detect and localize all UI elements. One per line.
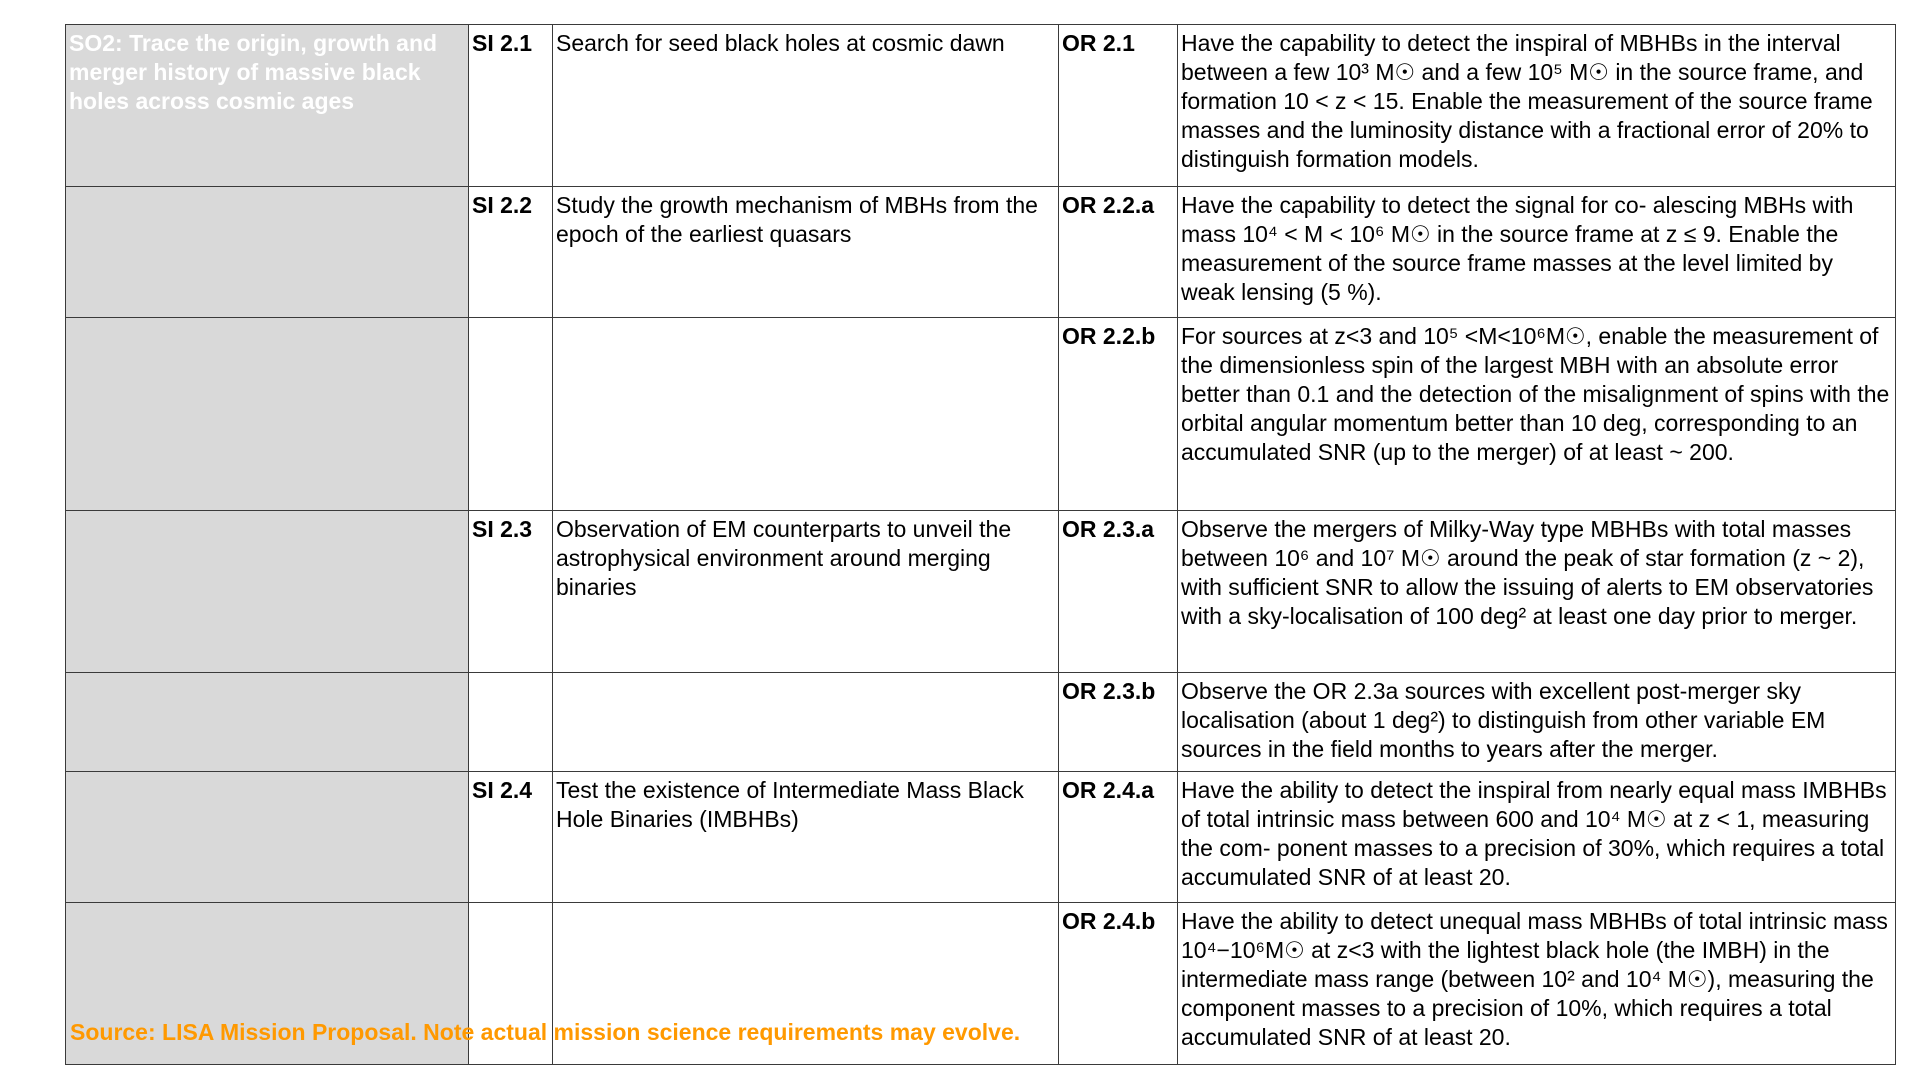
- science-objective-cell: [66, 511, 469, 673]
- table-row: [66, 772, 1896, 903]
- or-id: OR 2.2.a: [1059, 187, 1178, 318]
- si-id: [469, 673, 553, 772]
- si-id: [469, 318, 553, 511]
- science-objective-cell: [66, 187, 469, 318]
- or-id: OR 2.1: [1059, 25, 1178, 187]
- or-id: OR 2.4.a: [1059, 772, 1178, 903]
- table-row: [66, 187, 1896, 318]
- or-description: Observe the mergers of Milky-Way type MBHBs with total masses between 10⁶ and 10⁷ M☉ around the peak of star formation (z ~ 2), with sufficient SNR to allow the issuing of alerts to EM observatories with a sky-localisation of 100 deg² at least one day prior to merger.: [1178, 511, 1896, 673]
- si-id: SI 2.2: [469, 187, 553, 318]
- or-description: Observe the OR 2.3a sources with excellent post-merger sky localisation (about 1 deg²) to distinguish from other variable EM sources in the field months to years after the merger.: [1178, 673, 1896, 772]
- si-description: [553, 318, 1059, 511]
- or-id: OR 2.2.b: [1059, 318, 1178, 511]
- requirements-table: [65, 24, 1896, 1065]
- science-objective-cell: [66, 772, 469, 903]
- table-row: [66, 511, 1896, 673]
- or-description: Have the ability to detect unequal mass MBHBs of total intrinsic mass 10⁴−10⁶M☉ at z<3 with the lightest black hole (the IMBH) in the intermediate mass range (between 10² and 10⁴ M☉), measuring the component masses to a precision of 10%, which requires a total accumulated SNR of at least 20.: [1178, 903, 1896, 1065]
- si-id: SI 2.1: [469, 25, 553, 187]
- or-description: Have the capability to detect the signal for co- alescing MBHs with mass 10⁴ < M < 10⁶ M☉ in the source frame at z ≤ 9. Enable the measurement of the source frame masses at the level limited by weak lensing (5 %).: [1178, 187, 1896, 318]
- si-description: [553, 673, 1059, 772]
- source-note: Source: LISA Mission Proposal. Note actual mission science requirements may evolve.: [70, 1019, 1021, 1045]
- si-description: Study the growth mechanism of MBHs from the epoch of the earliest quasars: [553, 187, 1059, 318]
- or-id: OR 2.4.b: [1059, 903, 1178, 1065]
- si-description: Search for seed black holes at cosmic dawn: [553, 25, 1059, 187]
- science-objective-cell: [66, 673, 469, 772]
- si-id: SI 2.4: [469, 772, 553, 903]
- or-description: For sources at z<3 and 10⁵ <M<10⁶M☉, enable the measurement of the dimensionless spin of the largest MBH with an absolute error better than 0.1 and the detection of the misalignment of spins with the orbital angular momentum better than 10 deg, corresponding to an accumulated SNR (up to the merger) of at least ~ 200.: [1178, 318, 1896, 511]
- si-description: Test the existence of Intermediate Mass Black Hole Binaries (IMBHBs): [553, 772, 1059, 903]
- table-row: [66, 25, 1896, 187]
- science-objective-cell: SO2: Trace the origin, growth and merger history of massive black holes across cosmic ages: [66, 25, 469, 187]
- si-id: SI 2.3: [469, 511, 553, 673]
- table-row: [66, 318, 1896, 511]
- or-description: Have the capability to detect the inspiral of MBHBs in the interval between a few 10³ M☉ and a few 10⁵ M☉ in the source frame, and formation 10 < z < 15. Enable the measurement of the source frame masses and the luminosity distance with a fractional error of 20% to distinguish formation models.: [1178, 25, 1896, 187]
- table-row: [66, 673, 1896, 772]
- or-id: OR 2.3.b: [1059, 673, 1178, 772]
- science-objective-cell: [66, 318, 469, 511]
- si-description: Observation of EM counterparts to unveil the astrophysical environment around merging binaries: [553, 511, 1059, 673]
- or-description: Have the ability to detect the inspiral from nearly equal mass IMBHBs of total intrinsic mass between 600 and 10⁴ M☉ at z < 1, measuring the com- ponent masses to a precision of 30%, which requires a total accumulated SNR of at least 20.: [1178, 772, 1896, 903]
- or-id: OR 2.3.a: [1059, 511, 1178, 673]
